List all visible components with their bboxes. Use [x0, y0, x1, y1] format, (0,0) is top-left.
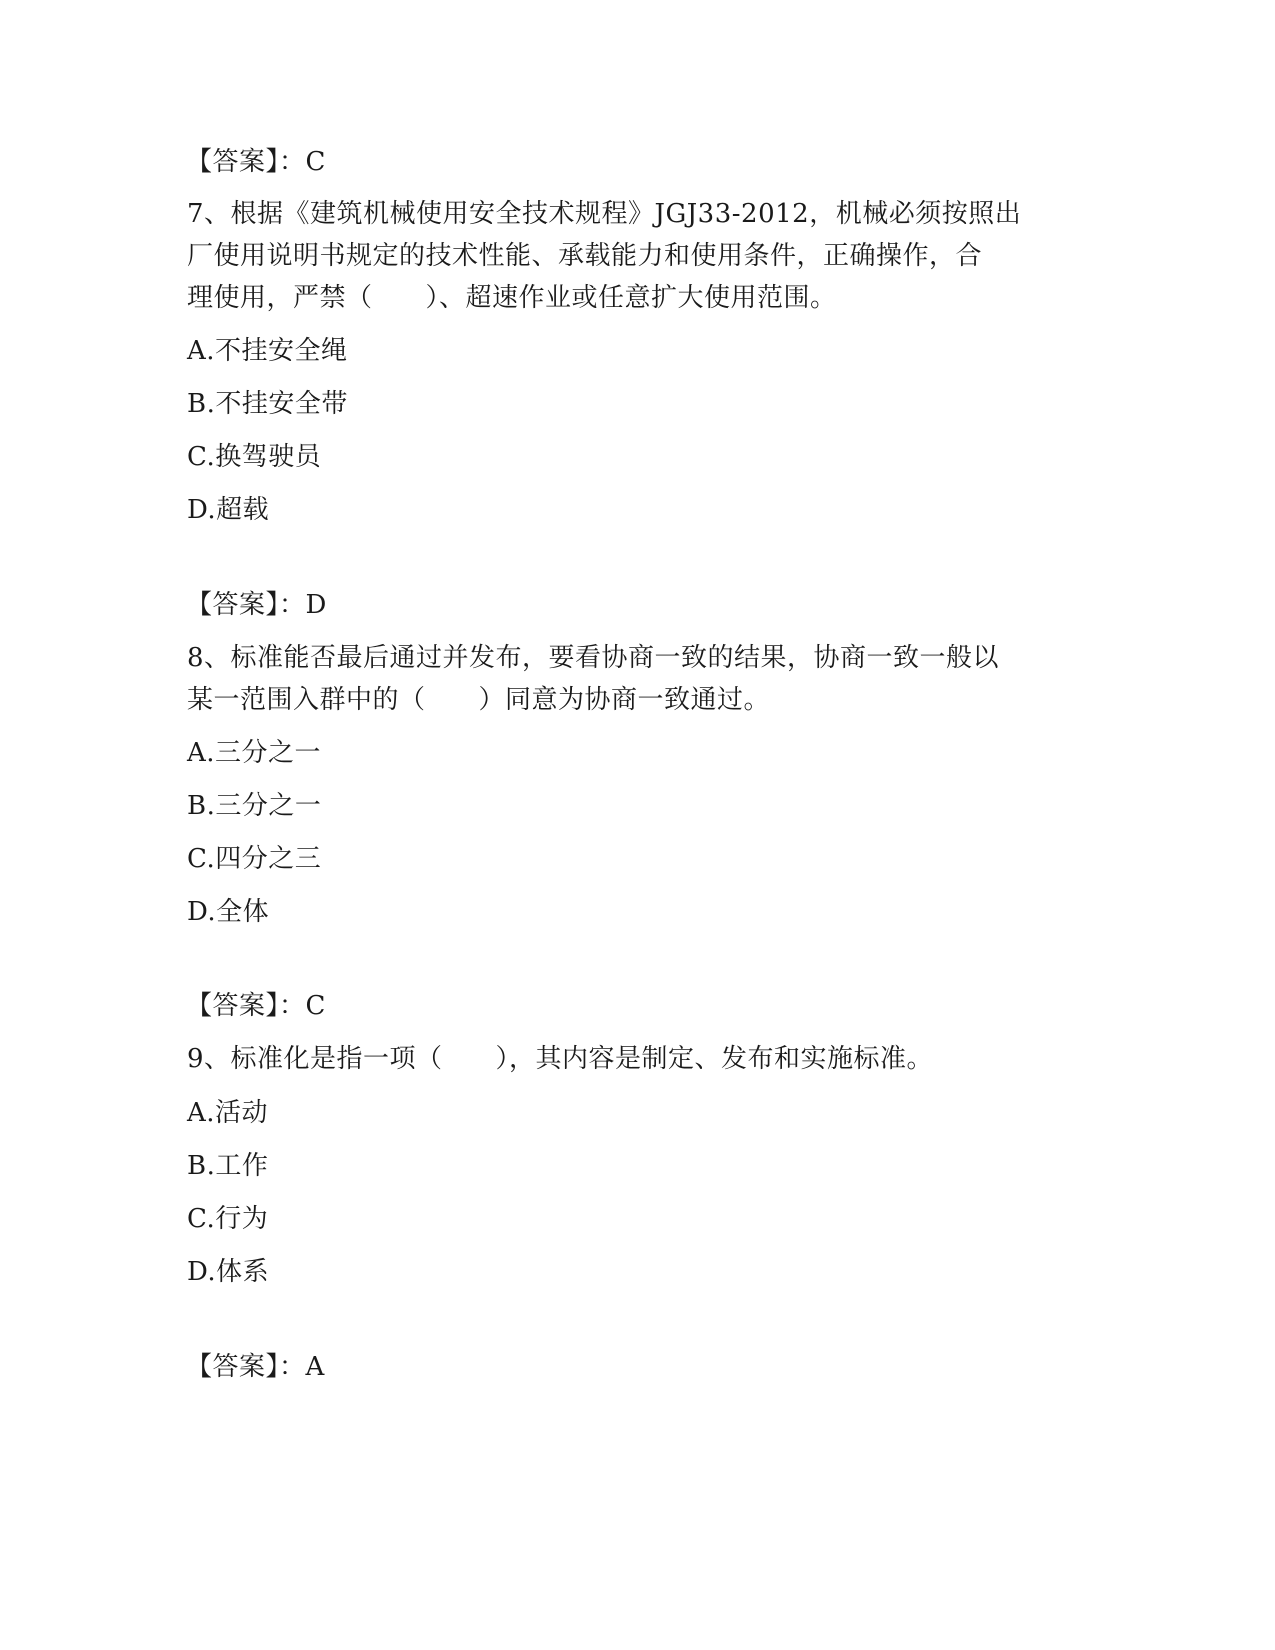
question-8-option-c: C.四分之三 [187, 844, 322, 874]
question-9-option-c: C.行为 [187, 1204, 269, 1234]
question-7-line-3: 理使用，严禁（ ）、超速作业或任意扩大使用范围。 [187, 283, 837, 313]
question-9-option-d: D.体系 [187, 1257, 270, 1287]
question-7-option-a: A.不挂安全绳 [187, 336, 348, 366]
question-8-line-2: 某一范围入群中的（ ）同意为协商一致通过。 [187, 685, 771, 715]
question-9-option-b: B.工作 [187, 1151, 269, 1181]
question-9-option-a: A.活动 [187, 1098, 269, 1128]
question-9-line-1: 9、标准化是指一项（ ），其内容是制定、发布和实施标准。 [187, 1044, 934, 1074]
question-8-option-b: B.三分之一 [187, 791, 322, 821]
answer-label: 【答案】：C [186, 991, 326, 1021]
question-8-option-a: A.三分之一 [187, 738, 322, 768]
question-7-line-2: 厂使用说明书规定的技术性能、承载能力和使用条件，正确操作，合 [187, 241, 983, 271]
answer-label: 【答案】：C [186, 147, 326, 177]
question-8-line-1: 8、标准能否最后通过并发布，要看协商一致的结果，协商一致一般以 [187, 643, 1000, 673]
question-8-option-d: D.全体 [187, 897, 270, 927]
question-7-option-c: C.换驾驶员 [187, 442, 322, 472]
question-7-option-b: B.不挂安全带 [187, 389, 348, 419]
answer-label: 【答案】：A [186, 1352, 325, 1382]
answer-label: 【答案】：D [186, 590, 327, 620]
question-7-line-1: 7、根据《建筑机械使用安全技术规程》JGJ33-2012，机械必须按照出 [187, 199, 1022, 229]
question-7-option-d: D.超载 [187, 495, 270, 525]
